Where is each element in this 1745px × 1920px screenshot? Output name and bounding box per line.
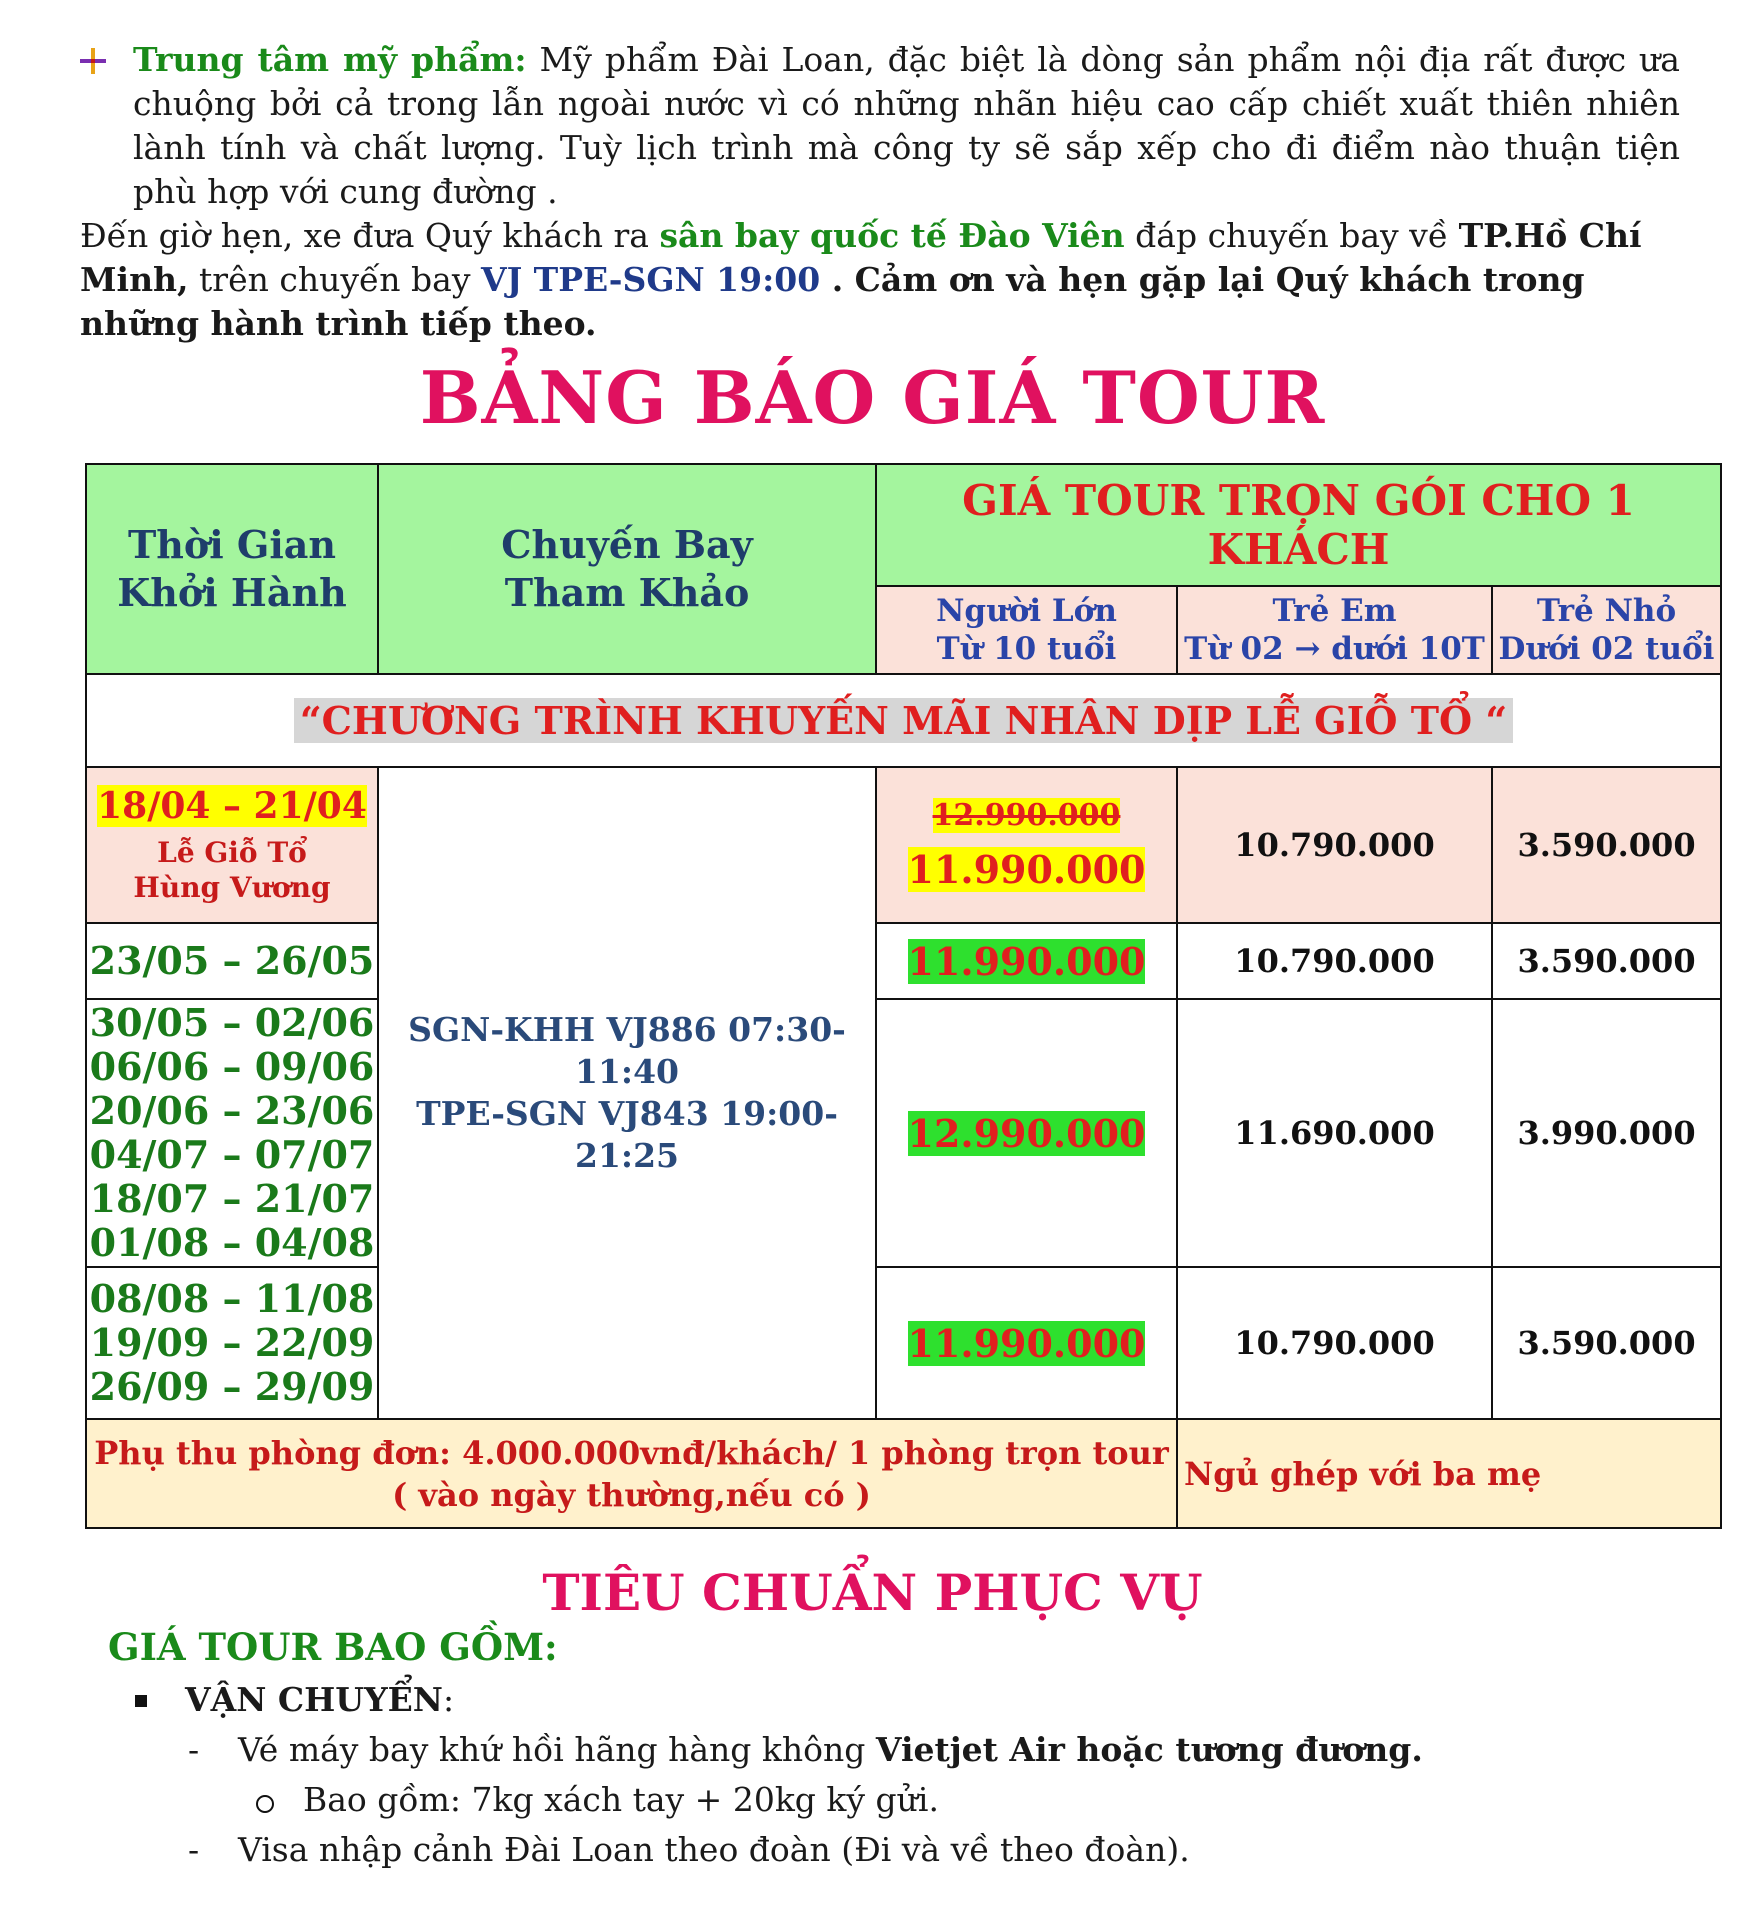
cosmetics-paragraph <box>133 38 1680 214</box>
r4-date: 08/08 – 11/08 <box>89 1276 375 1321</box>
return-flight-info: TPE-SGN VJ843 19:00-21:25 <box>416 1094 838 1175</box>
header-departure-time <box>86 464 378 674</box>
ticket-text: Vé máy bay khứ hồi hãng hàng không <box>238 1730 876 1769</box>
header-time-line2: Khởi Hành <box>117 570 347 615</box>
return-text-a: Đến giờ hẹn, xe đưa Quý khách ra <box>80 216 660 255</box>
luggage-text: Bao gồm: 7kg xách tay + 20kg ký gửi. <box>303 1780 939 1819</box>
r3-date: 04/07 – 07/07 <box>89 1132 375 1177</box>
ticket-item <box>135 1725 1695 1775</box>
r3-date: 30/05 – 02/06 <box>89 1000 375 1045</box>
intro-section <box>80 38 1680 346</box>
r1-date-cell <box>86 767 378 923</box>
price-table <box>85 463 1722 1529</box>
r3-date: 18/07 – 21/07 <box>89 1176 375 1221</box>
r1-holiday-line1: Lễ Giỗ Tổ <box>157 836 307 869</box>
header-flight-line1: Chuyến Bay <box>501 522 753 567</box>
header-flight-line2: Tham Khảo <box>504 570 750 615</box>
r3-infant-price: 3.990.000 <box>1492 999 1721 1267</box>
cosmetics-text: Mỹ phẩm Đài Loan, đặc biệt là dòng sản phẩm nội địa rất được ưa chuộng bởi cả trong lẫn ngoài nước vì có những nhãn hiệu cao cấp chiết xuất thiên nhiên lành tính và chất lượng. Tuỳ lịch trình mà công ty sẽ sắp xếp cho đi điểm nào thuận tiện phù hợp với cung đường . <box>133 40 1680 211</box>
visa-text: Visa nhập cảnh Đài Loan theo đoàn (Đi và về theo đoàn). <box>238 1830 1190 1869</box>
surcharge-line1: Phụ thu phòng đơn: 4.000.000vnđ/khách/ 1 phòng trọn tour <box>94 1433 1169 1472</box>
price-table-title: BẢNG BÁO GIÁ TOUR <box>419 355 1326 440</box>
r4-date: 19/09 – 22/09 <box>89 1320 375 1365</box>
r1-adult-cell <box>876 767 1177 923</box>
outbound-flight: SGN-KHH VJ886 07:30-11:40 <box>408 1010 846 1091</box>
four-point-star-icon <box>80 48 106 74</box>
r4-date: 26/09 – 29/09 <box>89 1364 375 1409</box>
header-infant-line1: Trẻ Nhỏ <box>1536 593 1677 629</box>
r1-child-price: 10.790.000 <box>1177 767 1492 923</box>
r2-child-price: 10.790.000 <box>1177 923 1492 999</box>
destination-city: TP.Hồ Chí Minh, <box>80 216 1642 299</box>
luggage-item <box>135 1775 1695 1825</box>
circle-bullet-icon <box>256 1795 274 1813</box>
r3-adult-cell <box>876 999 1177 1267</box>
header-reference-flight <box>378 464 876 674</box>
r4-child-price: 10.790.000 <box>1177 1267 1492 1419</box>
r1-holiday-line2: Hùng Vương <box>133 871 331 904</box>
r4-dates-cell <box>86 1267 378 1419</box>
header-child <box>1177 586 1492 674</box>
r1-adult-price: 11.990.000 <box>907 847 1146 892</box>
r3-child-price: 11.690.000 <box>1177 999 1492 1267</box>
r2-adult-cell <box>876 923 1177 999</box>
service-standard-title: TIÊU CHUẨN PHỤC VỤ <box>542 1563 1203 1622</box>
thank-you-text: . Cảm ơn và hẹn gặp lại Quý khách trong những hành trình tiếp theo. <box>80 260 1585 343</box>
r1-infant-price: 3.590.000 <box>1492 767 1721 923</box>
header-package-price: GIÁ TOUR TRỌN GÓI CHO 1 KHÁCH <box>876 464 1721 586</box>
r4-adult-price: 11.990.000 <box>907 1320 1146 1366</box>
header-adult <box>876 586 1177 674</box>
dash-bullet-icon: - <box>188 1730 200 1769</box>
square-bullet-icon <box>135 1695 147 1707</box>
airline-name: Vietjet Air hoặc tương đương. <box>875 1730 1423 1769</box>
r1-date: 18/04 – 21/04 <box>97 785 367 827</box>
transport-item <box>135 1675 1695 1725</box>
includes-list <box>135 1675 1695 1875</box>
header-child-line2: Từ 02 → dưới 10T <box>1184 631 1485 667</box>
r4-adult-cell <box>876 1267 1177 1419</box>
airport-name: sân bay quốc tế Đào Viên <box>659 216 1125 255</box>
header-adult-line1: Người Lớn <box>936 593 1117 629</box>
return-text-b: đáp chuyến bay về <box>1124 216 1459 255</box>
tour-includes-heading: GIÁ TOUR BAO GỒM: <box>108 1625 558 1669</box>
r2-infant-price: 3.590.000 <box>1492 923 1721 999</box>
flight-info-cell <box>378 767 876 1419</box>
visa-item <box>135 1825 1695 1875</box>
return-flight: VJ TPE-SGN 19:00 <box>480 260 821 299</box>
header-adult-line2: Từ 10 tuổi <box>936 631 1117 667</box>
r4-infant-price: 3.590.000 <box>1492 1267 1721 1419</box>
r2-date: 23/05 – 26/05 <box>86 923 378 999</box>
infant-sharing-note: Ngủ ghép với ba mẹ <box>1177 1419 1721 1528</box>
dash-bullet-icon: - <box>188 1830 200 1869</box>
r3-date: 01/08 – 04/08 <box>89 1220 375 1265</box>
header-child-line1: Trẻ Em <box>1272 593 1397 629</box>
promotion-text: “CHƯƠNG TRÌNH KHUYẾN MÃI NHÂN DỊP LỄ GIỖ TỔ “ <box>294 698 1513 743</box>
r3-dates-cell <box>86 999 378 1267</box>
header-infant <box>1492 586 1721 674</box>
transport-colon: : <box>442 1680 455 1719</box>
return-text-c: trên chuyến bay <box>188 260 481 299</box>
header-infant-line2: Dưới 02 tuổi <box>1498 631 1715 667</box>
single-room-surcharge <box>86 1419 1177 1528</box>
r2-adult-price: 11.990.000 <box>907 938 1146 984</box>
r3-adult-price: 12.990.000 <box>907 1110 1146 1156</box>
r3-date: 06/06 – 09/06 <box>89 1044 375 1089</box>
r3-date: 20/06 – 23/06 <box>89 1088 375 1133</box>
r1-old-price: 12.990.000 <box>932 798 1121 833</box>
cosmetics-label: Trung tâm mỹ phẩm: <box>133 40 527 79</box>
surcharge-line2: ( vào ngày thường,nếu có ) <box>392 1475 871 1514</box>
promotion-row <box>86 674 1721 767</box>
return-paragraph <box>80 214 1680 346</box>
transport-label: VẬN CHUYỂN <box>185 1680 443 1719</box>
header-time-line1: Thời Gian <box>127 522 337 567</box>
